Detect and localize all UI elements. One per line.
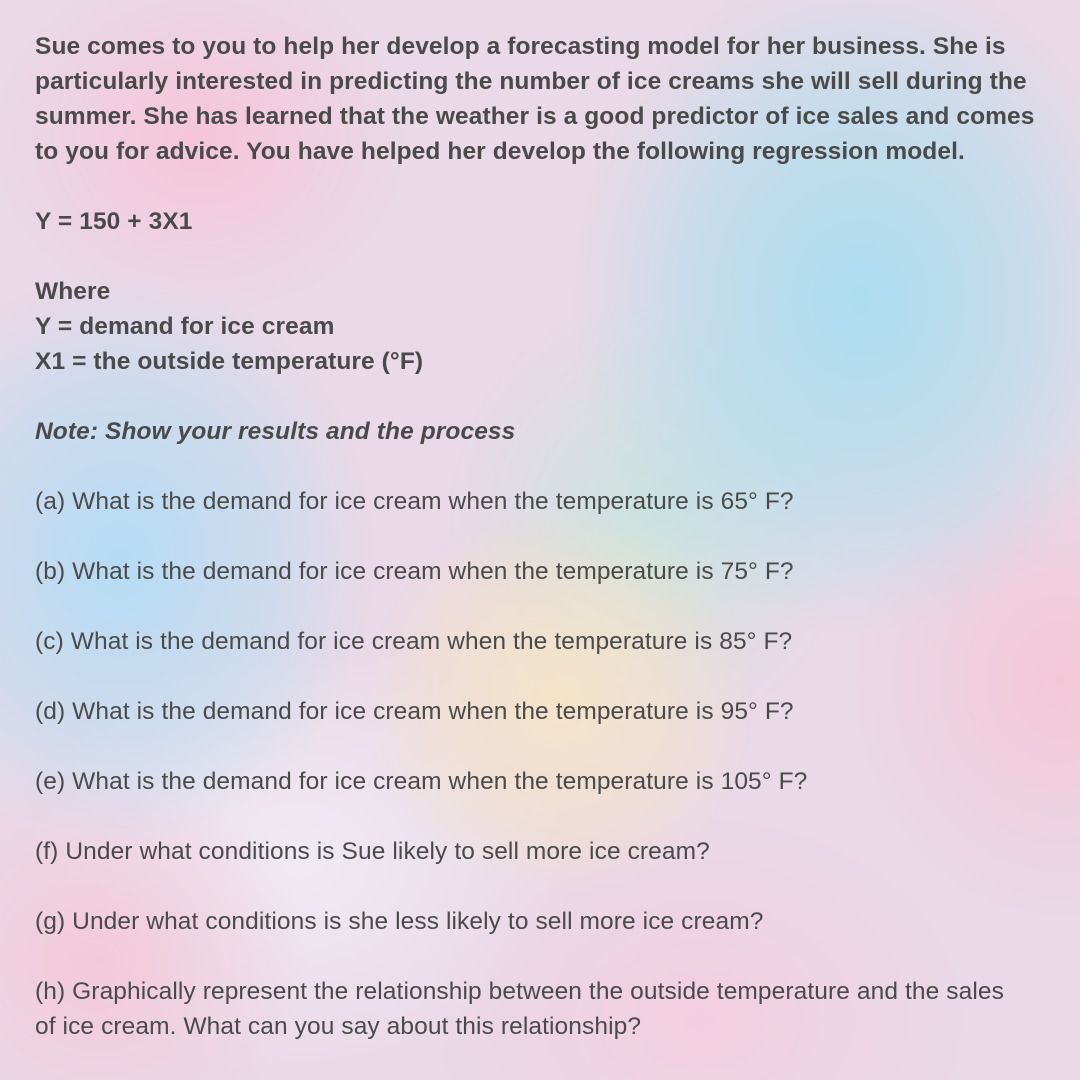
intro-line: Sue comes to you to help her develop a forecasting model for her business. She is xyxy=(35,33,1006,60)
question-h-line-2: of ice cream. What can you say about this relationship? xyxy=(35,1013,642,1040)
question-c: (c) What is the demand for ice cream when the temperature is 85° F? xyxy=(35,628,793,655)
intro-paragraph xyxy=(35,29,1080,169)
regression-equation: Y = 150 + 3X1 xyxy=(35,208,193,235)
intro-line: particularly interested in predicting the number of ice creams she will sell during the xyxy=(35,68,1027,95)
question-f: (f) Under what conditions is Sue likely to sell more ice cream? xyxy=(35,838,710,865)
question-h-line-1: (h) Graphically represent the relationship between the outside temperature and the sales xyxy=(35,978,1004,1005)
question-a: (a) What is the demand for ice cream when the temperature is 65° F? xyxy=(35,488,794,515)
where-label: Where xyxy=(35,278,111,305)
intro-line: summer. She has learned that the weather is a good predictor of ice sales and comes xyxy=(35,103,1035,130)
intro-line: to you for advice. You have helped her develop the following regression model. xyxy=(35,138,965,165)
question-g: (g) Under what conditions is she less likely to sell more ice cream? xyxy=(35,908,764,935)
question-b: (b) What is the demand for ice cream when the temperature is 75° F? xyxy=(35,558,794,585)
assignment-text xyxy=(35,29,1080,1044)
question-e: (e) What is the demand for ice cream when the temperature is 105° F? xyxy=(35,768,808,795)
question-d: (d) What is the demand for ice cream when the temperature is 95° F? xyxy=(35,698,794,725)
definition-x1: X1 = the outside temperature (°F) xyxy=(35,348,424,375)
definition-y: Y = demand for ice cream xyxy=(35,313,335,340)
note-text: Note: Show your results and the process xyxy=(35,418,516,445)
